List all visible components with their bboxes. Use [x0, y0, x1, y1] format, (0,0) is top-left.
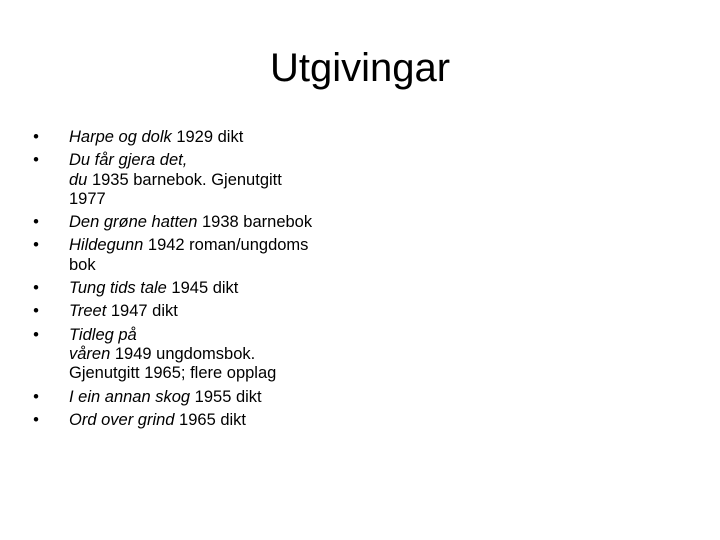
work-title: Tung tids tale	[69, 279, 167, 298]
work-details: 1938 barnebok	[197, 213, 313, 232]
slide-title: Utgivingar	[269, 46, 451, 90]
publication-list	[30, 128, 350, 434]
list-item	[30, 279, 350, 298]
bullet-icon: •	[33, 410, 39, 429]
work-details: 1965 dikt	[174, 410, 247, 429]
work-title: Treet	[69, 302, 107, 321]
work-title: Harpe og dolk	[69, 128, 172, 146]
bullet-icon: •	[33, 236, 39, 255]
list-item	[30, 151, 350, 209]
work-title: Hildegunn	[69, 236, 144, 255]
bullet-icon: •	[33, 387, 39, 406]
work-title: Du får gjera det,	[69, 151, 188, 170]
work-details: 1947 dikt	[106, 302, 178, 321]
bullet-icon: •	[33, 325, 39, 344]
work-details: 1942 roman/ungdoms	[143, 236, 309, 255]
work-title: Ord over grind	[69, 410, 175, 429]
list-item	[30, 388, 350, 407]
work-details-continued: Gjenutgitt 1965; flere opplag	[69, 364, 277, 383]
work-title: Den grøne hatten	[69, 213, 198, 232]
list-item	[30, 326, 350, 384]
list-item	[30, 302, 350, 321]
list-item	[30, 213, 350, 232]
work-details-continued: bok	[69, 255, 96, 274]
list-item	[30, 236, 350, 275]
work-title-continued: våren	[69, 344, 111, 363]
work-details: 1945 dikt	[166, 279, 239, 298]
bullet-icon: •	[33, 302, 39, 321]
work-title-continued: du	[69, 170, 88, 189]
work-details: 1949 ungdomsbok.	[110, 344, 256, 363]
work-title: Tidleg på	[69, 325, 137, 344]
bullet-icon: •	[33, 128, 39, 146]
work-details: 1955 dikt	[190, 387, 262, 406]
work-details-continued: 1977	[69, 189, 106, 208]
list-item	[30, 128, 350, 147]
bullet-icon: •	[33, 279, 39, 298]
work-details: 1935 barnebok. Gjenutgitt	[87, 170, 282, 189]
bullet-icon: •	[33, 151, 39, 170]
work-title: I ein annan skog	[69, 387, 191, 406]
work-details: 1929 dikt	[171, 128, 244, 146]
bullet-icon: •	[33, 213, 39, 232]
list-item	[30, 411, 350, 430]
